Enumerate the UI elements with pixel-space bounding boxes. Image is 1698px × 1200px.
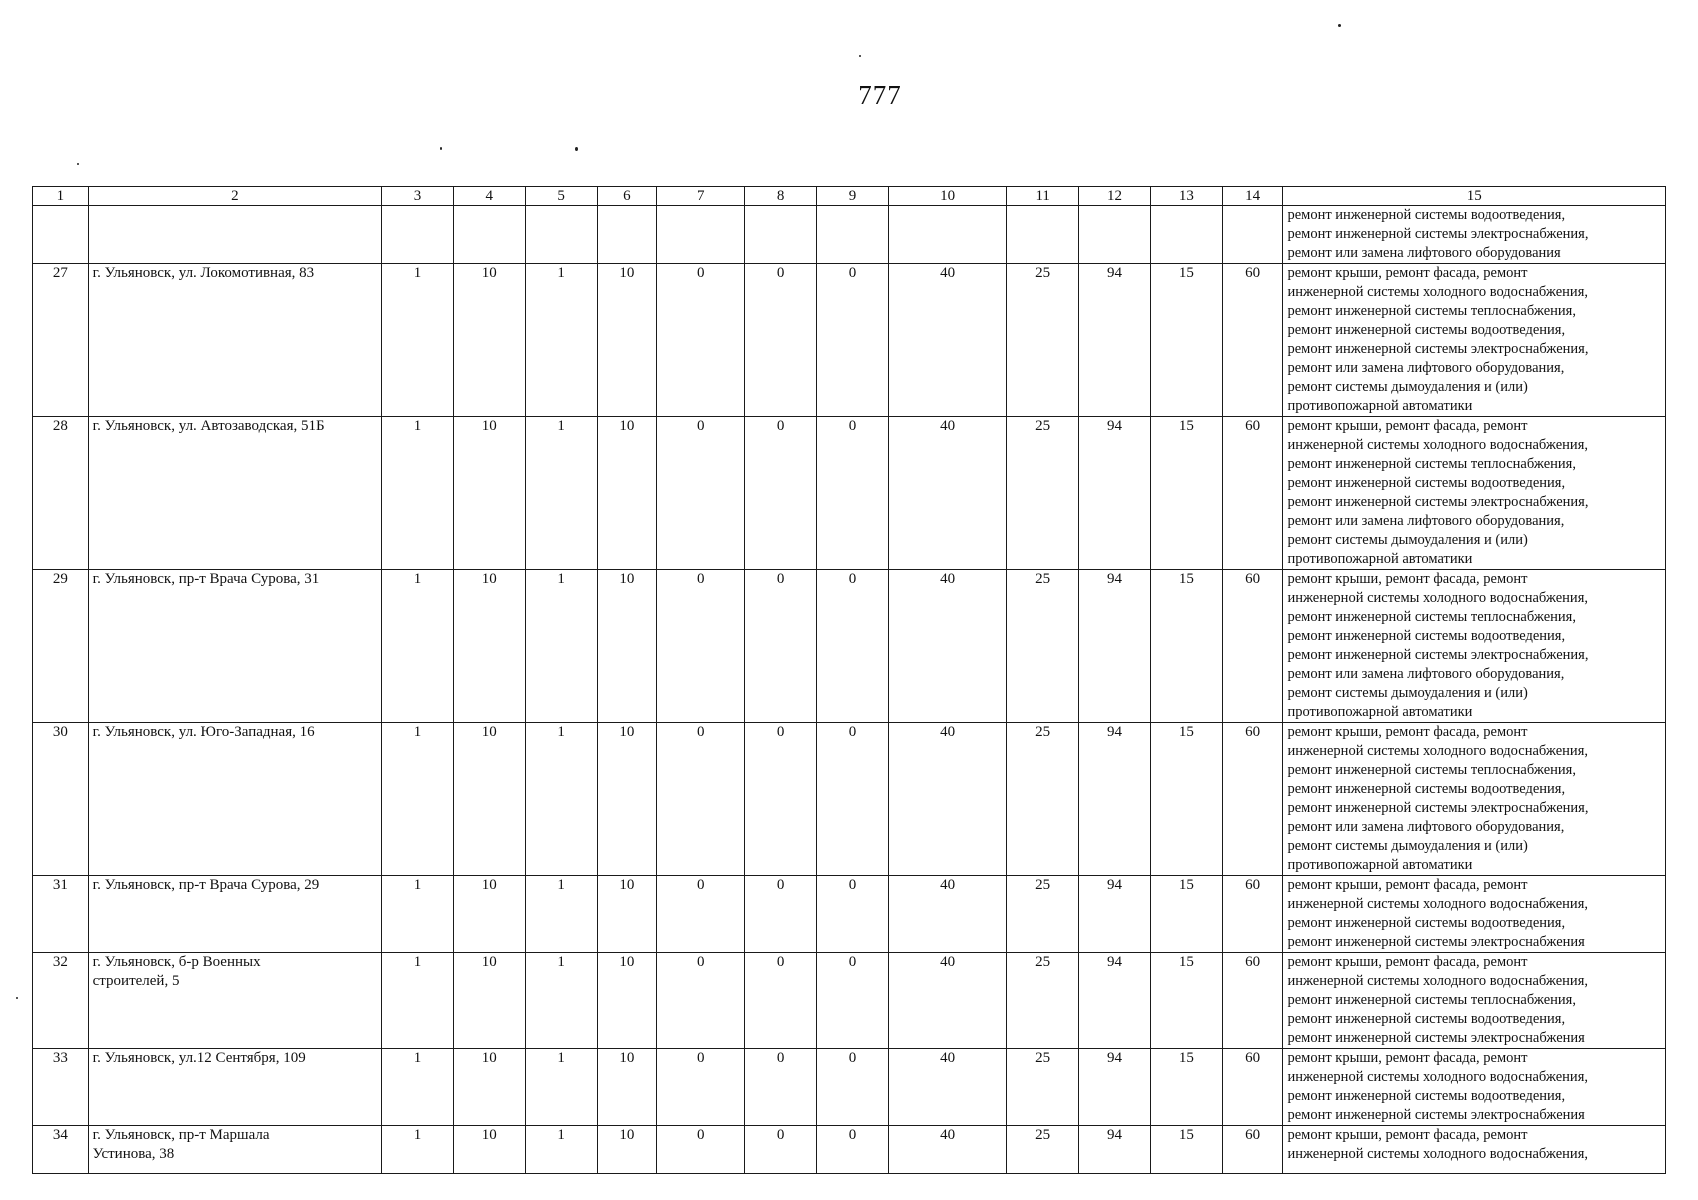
value-cell: 60	[1222, 953, 1283, 1049]
value-cell: 1	[382, 417, 454, 570]
value-cell: 1	[382, 876, 454, 953]
row-number: 29	[33, 570, 89, 723]
value-cell: 60	[1222, 417, 1283, 570]
table-cell	[597, 206, 657, 264]
works-cell: ремонт крыши, ремонт фасада, ремонт инженерной системы холодного водоснабжения, ремонт инженерной системы теплоснабжения, ремонт инженерной системы водоотведения, ремонт инженерной системы электроснабжения, ремонт или замена лифтового оборудования, ремонт системы дымоудаления и (или) противопожарной автоматики	[1283, 723, 1666, 876]
value-cell: 94	[1079, 417, 1151, 570]
value-cell: 1	[525, 264, 597, 417]
value-cell: 60	[1222, 876, 1283, 953]
column-header: 2	[88, 187, 381, 206]
column-header: 8	[745, 187, 817, 206]
table-row	[33, 953, 1666, 1049]
value-cell: 10	[453, 417, 525, 570]
address-cell: г. Ульяновск, ул. Юго-Западная, 16	[88, 723, 381, 876]
value-cell: 0	[817, 876, 889, 953]
row-number: 31	[33, 876, 89, 953]
value-cell: 10	[597, 570, 657, 723]
table-cell	[525, 206, 597, 264]
value-cell: 1	[382, 723, 454, 876]
row-number: 33	[33, 1049, 89, 1126]
value-cell: 1	[382, 1126, 454, 1174]
value-cell: 10	[597, 417, 657, 570]
value-cell: 0	[817, 570, 889, 723]
address-cell: г. Ульяновск, пр-т Маршала Устинова, 38	[88, 1126, 381, 1174]
value-cell: 0	[817, 417, 889, 570]
table-cell	[657, 206, 745, 264]
value-cell: 0	[657, 953, 745, 1049]
column-header: 7	[657, 187, 745, 206]
value-cell: 15	[1150, 723, 1222, 876]
value-cell: 10	[453, 1126, 525, 1174]
value-cell: 0	[817, 264, 889, 417]
column-header: 4	[453, 187, 525, 206]
column-header: 1	[33, 187, 89, 206]
value-cell: 0	[745, 1126, 817, 1174]
value-cell: 1	[525, 1049, 597, 1126]
value-cell: 1	[525, 570, 597, 723]
value-cell: 40	[888, 1126, 1006, 1174]
value-cell: 60	[1222, 1126, 1283, 1174]
value-cell: 15	[1150, 953, 1222, 1049]
value-cell: 0	[817, 1126, 889, 1174]
value-cell: 1	[382, 264, 454, 417]
value-cell: 94	[1079, 1049, 1151, 1126]
table-row	[33, 570, 1666, 723]
address-cell: г. Ульяновск, ул. Автозаводская, 51Б	[88, 417, 381, 570]
value-cell: 40	[888, 876, 1006, 953]
value-cell: 40	[888, 723, 1006, 876]
value-cell: 0	[745, 417, 817, 570]
table-row	[33, 1049, 1666, 1126]
value-cell: 15	[1150, 417, 1222, 570]
value-cell: 94	[1079, 953, 1151, 1049]
table-row	[33, 723, 1666, 876]
column-header: 10	[888, 187, 1006, 206]
value-cell: 0	[657, 570, 745, 723]
table-cell	[453, 206, 525, 264]
value-cell: 40	[888, 1049, 1006, 1126]
scan-speck	[77, 163, 79, 165]
page-number: 777	[858, 80, 902, 110]
value-cell: 0	[817, 953, 889, 1049]
value-cell: 1	[525, 1126, 597, 1174]
value-cell: 25	[1007, 876, 1079, 953]
table-cell	[33, 206, 89, 264]
value-cell: 60	[1222, 1049, 1283, 1126]
table-cell	[1079, 206, 1151, 264]
header-row	[33, 187, 1666, 206]
table-cell	[817, 206, 889, 264]
value-cell: 25	[1007, 723, 1079, 876]
value-cell: 40	[888, 417, 1006, 570]
value-cell: 10	[453, 570, 525, 723]
scan-speck	[1338, 24, 1341, 27]
value-cell: 15	[1150, 264, 1222, 417]
value-cell: 25	[1007, 1049, 1079, 1126]
scan-speck	[440, 147, 442, 150]
column-header: 9	[817, 187, 889, 206]
row-number: 30	[33, 723, 89, 876]
scan-speck	[859, 55, 861, 57]
table-cell	[88, 206, 381, 264]
table-row	[33, 876, 1666, 953]
value-cell: 10	[453, 723, 525, 876]
address-cell: г. Ульяновск, ул.12 Сентября, 109	[88, 1049, 381, 1126]
table-cell	[1150, 206, 1222, 264]
table-cell	[382, 206, 454, 264]
value-cell: 25	[1007, 570, 1079, 723]
value-cell: 10	[453, 264, 525, 417]
table-cell	[745, 206, 817, 264]
value-cell: 0	[745, 723, 817, 876]
value-cell: 10	[597, 264, 657, 417]
table-row	[33, 1126, 1666, 1174]
value-cell: 94	[1079, 1126, 1151, 1174]
value-cell: 0	[657, 1126, 745, 1174]
value-cell: 25	[1007, 1126, 1079, 1174]
value-cell: 10	[453, 953, 525, 1049]
value-cell: 10	[597, 1126, 657, 1174]
column-header: 12	[1079, 187, 1151, 206]
column-header: 3	[382, 187, 454, 206]
value-cell: 1	[382, 1049, 454, 1126]
value-cell: 10	[453, 1049, 525, 1126]
column-header: 11	[1007, 187, 1079, 206]
value-cell: 0	[657, 264, 745, 417]
value-cell: 0	[657, 876, 745, 953]
value-cell: 25	[1007, 417, 1079, 570]
value-cell: 10	[597, 723, 657, 876]
value-cell: 1	[382, 570, 454, 723]
scan-speck	[16, 997, 18, 999]
value-cell: 0	[657, 723, 745, 876]
value-cell: 1	[525, 953, 597, 1049]
value-cell: 15	[1150, 1126, 1222, 1174]
value-cell: 1	[525, 723, 597, 876]
value-cell: 15	[1150, 570, 1222, 723]
value-cell: 10	[597, 953, 657, 1049]
table-cell	[888, 206, 1006, 264]
address-cell: г. Ульяновск, б-р Военных строителей, 5	[88, 953, 381, 1049]
value-cell: 0	[657, 417, 745, 570]
works-cell: ремонт крыши, ремонт фасада, ремонт инженерной системы холодного водоснабжения, ремонт инженерной системы теплоснабжения, ремонт инженерной системы водоотведения, ремонт инженерной системы электроснабжения, ремонт или замена лифтового оборудования, ремонт системы дымоудаления и (или) противопожарной автоматики	[1283, 264, 1666, 417]
repair-program-table	[32, 186, 1666, 1174]
value-cell: 0	[657, 1049, 745, 1126]
table-row	[33, 264, 1666, 417]
works-cell: ремонт крыши, ремонт фасада, ремонт инженерной системы холодного водоснабжения,	[1283, 1126, 1666, 1174]
column-header: 6	[597, 187, 657, 206]
scan-speck	[575, 147, 578, 151]
works-cell: ремонт крыши, ремонт фасада, ремонт инженерной системы холодного водоснабжения, ремонт инженерной системы водоотведения, ремонт инженерной системы электроснабжения	[1283, 1049, 1666, 1126]
works-cell: ремонт крыши, ремонт фасада, ремонт инженерной системы холодного водоснабжения, ремонт инженерной системы теплоснабжения, ремонт инженерной системы водоотведения, ремонт инженерной системы электроснабжения, ремонт или замена лифтового оборудования, ремонт системы дымоудаления и (или) противопожарной автоматики	[1283, 417, 1666, 570]
value-cell: 94	[1079, 723, 1151, 876]
value-cell: 10	[453, 876, 525, 953]
works-cell: ремонт крыши, ремонт фасада, ремонт инженерной системы холодного водоснабжения, ремонт инженерной системы водоотведения, ремонт инженерной системы электроснабжения	[1283, 876, 1666, 953]
value-cell: 94	[1079, 876, 1151, 953]
row-number: 34	[33, 1126, 89, 1174]
table-cell	[1222, 206, 1283, 264]
value-cell: 40	[888, 953, 1006, 1049]
value-cell: 0	[745, 570, 817, 723]
row-number: 27	[33, 264, 89, 417]
value-cell: 94	[1079, 570, 1151, 723]
column-header: 15	[1283, 187, 1666, 206]
value-cell: 60	[1222, 570, 1283, 723]
value-cell: 10	[597, 876, 657, 953]
works-cell: ремонт крыши, ремонт фасада, ремонт инженерной системы холодного водоснабжения, ремонт инженерной системы теплоснабжения, ремонт инженерной системы водоотведения, ремонт инженерной системы электроснабжения	[1283, 953, 1666, 1049]
column-header: 5	[525, 187, 597, 206]
value-cell: 1	[382, 953, 454, 1049]
value-cell: 60	[1222, 723, 1283, 876]
value-cell: 1	[525, 876, 597, 953]
value-cell: 0	[817, 723, 889, 876]
continuation-row	[33, 206, 1666, 264]
value-cell: 10	[597, 1049, 657, 1126]
value-cell: 40	[888, 264, 1006, 417]
value-cell: 0	[745, 876, 817, 953]
value-cell: 94	[1079, 264, 1151, 417]
value-cell: 15	[1150, 1049, 1222, 1126]
value-cell: 1	[525, 417, 597, 570]
works-cell: ремонт инженерной системы водоотведения, ремонт инженерной системы электроснабжения, ремонт или замена лифтового оборудования	[1283, 206, 1666, 264]
table-cell	[1007, 206, 1079, 264]
column-header: 14	[1222, 187, 1283, 206]
row-number: 28	[33, 417, 89, 570]
address-cell: г. Ульяновск, ул. Локомотивная, 83	[88, 264, 381, 417]
row-number: 32	[33, 953, 89, 1049]
column-header: 13	[1150, 187, 1222, 206]
value-cell: 25	[1007, 264, 1079, 417]
value-cell: 0	[745, 953, 817, 1049]
works-cell: ремонт крыши, ремонт фасада, ремонт инженерной системы холодного водоснабжения, ремонт инженерной системы теплоснабжения, ремонт инженерной системы водоотведения, ремонт инженерной системы электроснабжения, ремонт или замена лифтового оборудования, ремонт системы дымоудаления и (или) противопожарной автоматики	[1283, 570, 1666, 723]
value-cell: 40	[888, 570, 1006, 723]
value-cell: 0	[745, 264, 817, 417]
value-cell: 15	[1150, 876, 1222, 953]
value-cell: 60	[1222, 264, 1283, 417]
address-cell: г. Ульяновск, пр-т Врача Сурова, 31	[88, 570, 381, 723]
value-cell: 25	[1007, 953, 1079, 1049]
value-cell: 0	[745, 1049, 817, 1126]
address-cell: г. Ульяновск, пр-т Врача Сурова, 29	[88, 876, 381, 953]
value-cell: 0	[817, 1049, 889, 1126]
table-row	[33, 417, 1666, 570]
